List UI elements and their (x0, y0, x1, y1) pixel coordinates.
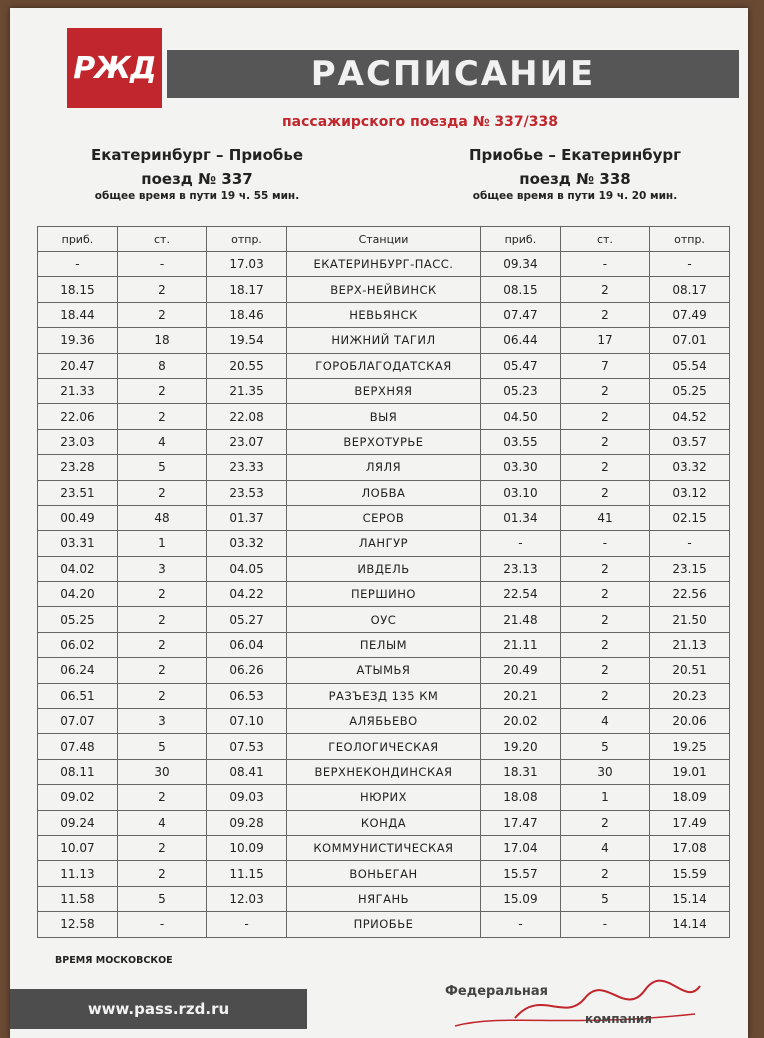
arrival-return: 05.47 (480, 353, 560, 378)
header-stop-outbound: ст. (117, 227, 206, 252)
station-name: РАЗЪЕЗД 135 КМ (286, 683, 480, 708)
stop-return: 41 (560, 505, 649, 530)
departure-outbound: 06.04 (207, 632, 287, 657)
departure-return: 19.01 (650, 759, 730, 784)
stop-return: 2 (560, 658, 649, 683)
website-url: www.pass.rzd.ru (87, 1000, 230, 1018)
departure-outbound: 07.53 (207, 734, 287, 759)
departure-return: 15.59 (650, 861, 730, 886)
stop-outbound: 5 (117, 886, 206, 911)
table-row (38, 759, 730, 784)
arrival-outbound: 00.49 (38, 505, 118, 530)
station-name: ОУС (286, 607, 480, 632)
arrival-return: 07.47 (480, 302, 560, 327)
stop-outbound: 4 (117, 429, 206, 454)
logo-text: РЖД (73, 50, 156, 86)
arrival-outbound: 20.47 (38, 353, 118, 378)
arrival-return: 21.48 (480, 607, 560, 632)
stop-return: 2 (560, 861, 649, 886)
departure-outbound: 05.27 (207, 607, 287, 632)
route-return-total: общее время в пути 19 ч. 20 мин. (472, 190, 678, 202)
arrival-outbound: - (38, 252, 118, 277)
stop-outbound: 18 (117, 328, 206, 353)
departure-return: 03.57 (650, 429, 730, 454)
timezone-note: ВРЕМЯ МОСКОВСКОЕ (55, 955, 173, 966)
arrival-return: 04.50 (480, 404, 560, 429)
arrival-return: 01.34 (480, 505, 560, 530)
arrival-return: 03.30 (480, 455, 560, 480)
arrival-outbound: 07.07 (38, 709, 118, 734)
station-name: ВЕРХ-НЕЙВИНСК (286, 277, 480, 302)
stop-return: 2 (560, 277, 649, 302)
stop-outbound: 2 (117, 785, 206, 810)
departure-outbound: 20.55 (207, 353, 287, 378)
stop-return: 5 (560, 886, 649, 911)
arrival-return: 15.57 (480, 861, 560, 886)
stop-return: 17 (560, 328, 649, 353)
stop-return: 4 (560, 709, 649, 734)
arrival-outbound: 12.58 (38, 912, 118, 937)
station-name: НИЖНИЙ ТАГИЛ (286, 328, 480, 353)
stop-outbound: 2 (117, 861, 206, 886)
header-arrival-return: приб. (480, 227, 560, 252)
train-subtitle: пассажирского поезда № 337/338 (282, 114, 558, 130)
departure-return: 08.17 (650, 277, 730, 302)
schedule-sheet (10, 8, 748, 1038)
stop-return: 2 (560, 455, 649, 480)
departure-outbound: 08.41 (207, 759, 287, 784)
departure-return: 05.25 (650, 378, 730, 403)
arrival-outbound: 22.06 (38, 404, 118, 429)
arrival-outbound: 08.11 (38, 759, 118, 784)
departure-return: 04.52 (650, 404, 730, 429)
table-row (38, 658, 730, 683)
header-arrival-outbound: приб. (38, 227, 118, 252)
departure-return: 18.09 (650, 785, 730, 810)
stop-return: - (560, 531, 649, 556)
stop-return: 2 (560, 556, 649, 581)
route-return-train: поезд № 338 (519, 170, 631, 188)
station-name: ЛЯЛЯ (286, 455, 480, 480)
station-name: ГОРОБЛАГОДАТСКАЯ (286, 353, 480, 378)
departure-outbound: 01.37 (207, 505, 287, 530)
departure-outbound: 17.03 (207, 252, 287, 277)
departure-outbound: 23.33 (207, 455, 287, 480)
table-row (38, 632, 730, 657)
title-bar (167, 50, 739, 98)
arrival-return: 05.23 (480, 378, 560, 403)
station-name: КОНДА (286, 810, 480, 835)
stop-outbound: 2 (117, 277, 206, 302)
arrival-outbound: 21.33 (38, 378, 118, 403)
arrival-outbound: 23.28 (38, 455, 118, 480)
arrival-return: 03.55 (480, 429, 560, 454)
stop-return: 30 (560, 759, 649, 784)
route-outbound-train: поезд № 337 (141, 170, 253, 188)
schedule-table (37, 226, 730, 938)
route-outbound-name: Екатеринбург – Приобье (90, 146, 304, 164)
stop-return: 1 (560, 785, 649, 810)
stop-outbound: 4 (117, 810, 206, 835)
departure-return: 07.49 (650, 302, 730, 327)
table-row (38, 734, 730, 759)
arrival-outbound: 06.51 (38, 683, 118, 708)
arrival-return: 17.47 (480, 810, 560, 835)
station-name: НЯГАНЬ (286, 886, 480, 911)
stop-outbound: 2 (117, 480, 206, 505)
station-name: ИВДЕЛЬ (286, 556, 480, 581)
header-departure-outbound: отпр. (207, 227, 287, 252)
stop-outbound: 8 (117, 353, 206, 378)
arrival-outbound: 09.24 (38, 810, 118, 835)
arrival-return: 15.09 (480, 886, 560, 911)
departure-return: 17.49 (650, 810, 730, 835)
stop-outbound: 2 (117, 835, 206, 860)
arrival-return: 08.15 (480, 277, 560, 302)
departure-return: 14.14 (650, 912, 730, 937)
stop-outbound: 1 (117, 531, 206, 556)
departure-outbound: 12.03 (207, 886, 287, 911)
arrival-outbound: 03.31 (38, 531, 118, 556)
table-row (38, 480, 730, 505)
stop-outbound: 3 (117, 709, 206, 734)
arrival-outbound: 11.58 (38, 886, 118, 911)
table-row (38, 455, 730, 480)
departure-return: 21.50 (650, 607, 730, 632)
stop-return: 2 (560, 810, 649, 835)
arrival-return: 23.13 (480, 556, 560, 581)
arrival-outbound: 19.36 (38, 328, 118, 353)
arrival-outbound: 11.13 (38, 861, 118, 886)
stop-outbound: - (117, 252, 206, 277)
stop-return: 7 (560, 353, 649, 378)
station-name: ПЕЛЫМ (286, 632, 480, 657)
company-name-line1: Федеральная (445, 984, 548, 999)
table-row (38, 252, 730, 277)
departure-outbound: 18.46 (207, 302, 287, 327)
arrival-outbound: 23.03 (38, 429, 118, 454)
page-title: РАСПИСАНИЕ (310, 54, 596, 94)
arrival-return: 19.20 (480, 734, 560, 759)
station-name: КОММУНИСТИЧЕСКАЯ (286, 835, 480, 860)
station-name: ВЫЯ (286, 404, 480, 429)
departure-return: 20.06 (650, 709, 730, 734)
table-row (38, 277, 730, 302)
table-row (38, 302, 730, 327)
route-outbound-total: общее время в пути 19 ч. 55 мин. (94, 190, 300, 202)
arrival-return: 20.21 (480, 683, 560, 708)
station-name: ПРИОБЬЕ (286, 912, 480, 937)
stop-return: 2 (560, 429, 649, 454)
arrival-return: 06.44 (480, 328, 560, 353)
stop-outbound: 2 (117, 378, 206, 403)
departure-return: 20.23 (650, 683, 730, 708)
departure-return: - (650, 531, 730, 556)
table-row (38, 505, 730, 530)
arrival-outbound: 04.02 (38, 556, 118, 581)
departure-outbound: 22.08 (207, 404, 287, 429)
company-name-line2: компания (585, 1012, 652, 1026)
route-outbound (52, 146, 342, 202)
arrival-return: 03.10 (480, 480, 560, 505)
stop-outbound: 48 (117, 505, 206, 530)
stop-return: 2 (560, 378, 649, 403)
arrival-return: - (480, 531, 560, 556)
stop-outbound: 3 (117, 556, 206, 581)
route-return-name: Приобье – Екатеринбург (468, 146, 682, 164)
schedule-body (38, 252, 730, 938)
stop-outbound: 2 (117, 658, 206, 683)
stop-outbound: 2 (117, 683, 206, 708)
stop-return: - (560, 912, 649, 937)
stop-outbound: 5 (117, 734, 206, 759)
stop-outbound: 2 (117, 404, 206, 429)
departure-outbound: - (207, 912, 287, 937)
departure-return: 19.25 (650, 734, 730, 759)
departure-return: 17.08 (650, 835, 730, 860)
station-name: ЛОБВА (286, 480, 480, 505)
stop-return: 2 (560, 607, 649, 632)
station-name: ВОНЬЕГАН (286, 861, 480, 886)
departure-return: 07.01 (650, 328, 730, 353)
arrival-return: - (480, 912, 560, 937)
table-row (38, 582, 730, 607)
stop-return: 2 (560, 480, 649, 505)
station-name: ВЕРХНЯЯ (286, 378, 480, 403)
table-row (38, 886, 730, 911)
arrival-return: 20.49 (480, 658, 560, 683)
arrival-outbound: 06.24 (38, 658, 118, 683)
arrival-return: 22.54 (480, 582, 560, 607)
departure-return: 22.56 (650, 582, 730, 607)
station-name: ВЕРХОТУРЬЕ (286, 429, 480, 454)
stop-outbound: 2 (117, 302, 206, 327)
stop-outbound: 5 (117, 455, 206, 480)
stop-return: 5 (560, 734, 649, 759)
arrival-return: 17.04 (480, 835, 560, 860)
departure-outbound: 07.10 (207, 709, 287, 734)
arrival-outbound: 05.25 (38, 607, 118, 632)
station-name: НЕВЬЯНСК (286, 302, 480, 327)
departure-return: 03.32 (650, 455, 730, 480)
station-name: ГЕОЛОГИЧЕСКАЯ (286, 734, 480, 759)
departure-outbound: 21.35 (207, 378, 287, 403)
table-row (38, 861, 730, 886)
station-name: ВЕРХНЕКОНДИНСКАЯ (286, 759, 480, 784)
stop-return: 2 (560, 302, 649, 327)
table-row (38, 683, 730, 708)
departure-outbound: 18.17 (207, 277, 287, 302)
departure-outbound: 23.53 (207, 480, 287, 505)
stop-outbound: - (117, 912, 206, 937)
table-row (38, 404, 730, 429)
departure-outbound: 06.53 (207, 683, 287, 708)
arrival-outbound: 23.51 (38, 480, 118, 505)
arrival-outbound: 04.20 (38, 582, 118, 607)
stop-return: 4 (560, 835, 649, 860)
url-bar (10, 989, 307, 1029)
station-name: ЕКАТЕРИНБУРГ-ПАСС. (286, 252, 480, 277)
departure-outbound: 04.22 (207, 582, 287, 607)
departure-outbound: 09.28 (207, 810, 287, 835)
departure-outbound: 09.03 (207, 785, 287, 810)
stop-return: 2 (560, 683, 649, 708)
table-header-row (38, 227, 730, 252)
departure-outbound: 23.07 (207, 429, 287, 454)
table-row (38, 556, 730, 581)
table-row (38, 810, 730, 835)
stop-outbound: 30 (117, 759, 206, 784)
stop-outbound: 2 (117, 582, 206, 607)
table-row (38, 353, 730, 378)
station-name: ЛАНГУР (286, 531, 480, 556)
arrival-return: 21.11 (480, 632, 560, 657)
arrival-outbound: 06.02 (38, 632, 118, 657)
departure-return: - (650, 252, 730, 277)
stop-outbound: 2 (117, 632, 206, 657)
arrival-outbound: 09.02 (38, 785, 118, 810)
table-row (38, 328, 730, 353)
arrival-outbound: 07.48 (38, 734, 118, 759)
table-row (38, 785, 730, 810)
stop-return: 2 (560, 632, 649, 657)
header-stations: Станции (286, 227, 480, 252)
station-name: АЛЯБЬЕВО (286, 709, 480, 734)
arrival-return: 18.31 (480, 759, 560, 784)
departure-outbound: 19.54 (207, 328, 287, 353)
stop-return: - (560, 252, 649, 277)
departure-outbound: 10.09 (207, 835, 287, 860)
station-name: НЮРИХ (286, 785, 480, 810)
table-row (38, 709, 730, 734)
table-row (38, 429, 730, 454)
header-departure-return: отпр. (650, 227, 730, 252)
rzd-logo (67, 28, 162, 108)
table-row (38, 912, 730, 937)
departure-return: 03.12 (650, 480, 730, 505)
header-stop-return: ст. (560, 227, 649, 252)
table-row (38, 835, 730, 860)
station-name: АТЫМЬЯ (286, 658, 480, 683)
station-name: ПЕРШИНО (286, 582, 480, 607)
station-name: СЕРОВ (286, 505, 480, 530)
departure-return: 02.15 (650, 505, 730, 530)
arrival-outbound: 18.44 (38, 302, 118, 327)
table-row (38, 607, 730, 632)
departure-return: 21.13 (650, 632, 730, 657)
departure-outbound: 03.32 (207, 531, 287, 556)
table-row (38, 531, 730, 556)
departure-outbound: 04.05 (207, 556, 287, 581)
departure-return: 05.54 (650, 353, 730, 378)
departure-outbound: 11.15 (207, 861, 287, 886)
departure-outbound: 06.26 (207, 658, 287, 683)
arrival-outbound: 10.07 (38, 835, 118, 860)
arrival-outbound: 18.15 (38, 277, 118, 302)
departure-return: 15.14 (650, 886, 730, 911)
stop-return: 2 (560, 404, 649, 429)
table-row (38, 378, 730, 403)
departure-return: 23.15 (650, 556, 730, 581)
departure-return: 20.51 (650, 658, 730, 683)
stop-outbound: 2 (117, 607, 206, 632)
arrival-return: 09.34 (480, 252, 560, 277)
arrival-return: 20.02 (480, 709, 560, 734)
stop-return: 2 (560, 582, 649, 607)
route-return (430, 146, 720, 202)
arrival-return: 18.08 (480, 785, 560, 810)
